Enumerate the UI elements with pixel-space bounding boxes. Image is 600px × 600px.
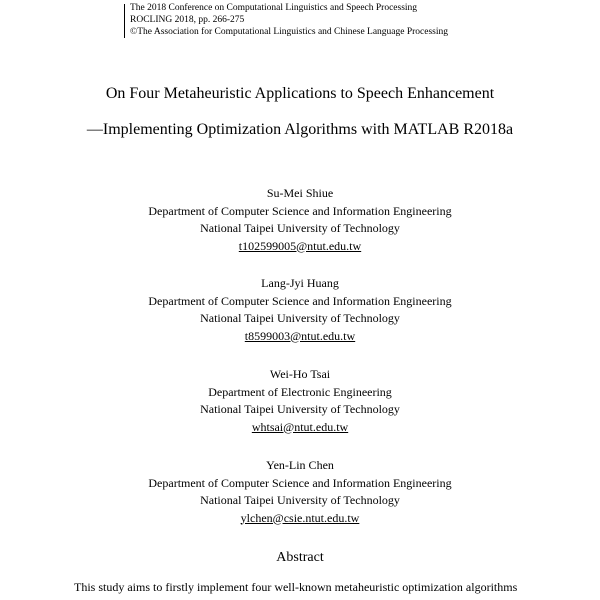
conference-name: The 2018 Conference on Computational Linguistics and Speech Processing [130, 3, 418, 13]
author-university: National Taipei University of Technology [200, 402, 400, 416]
author-university: National Taipei University of Technology [200, 311, 400, 325]
author-block [0, 457, 600, 527]
author-department: Department of Computer Science and Information Engineering [148, 203, 452, 218]
paper-title: On Four Metaheuristic Applications to Speech Enhancement [105, 85, 495, 102]
author-block [0, 185, 600, 255]
author-email-link[interactable]: t102599005@ntut.edu.tw [238, 238, 362, 253]
author-name: Wei-Ho Tsai [269, 367, 331, 381]
conference-header [130, 2, 448, 38]
author-department: Department of Computer Science and Information Engineering [148, 475, 452, 490]
conference-pages: ROCLING 2018, pp. 266-275 [130, 15, 245, 25]
author-email-link[interactable]: whtsai@ntut.edu.tw [251, 419, 349, 434]
header-rule [124, 4, 125, 38]
abstract-heading: Abstract [276, 550, 324, 565]
author-block [0, 366, 600, 436]
author-department: Department of Computer Science and Information Engineering [148, 293, 452, 308]
author-name: Yen-Lin Chen [266, 458, 334, 472]
copyright-notice: ©The Association for Computational Linguistics and Chinese Language Processing [130, 27, 449, 37]
author-university: National Taipei University of Technology [200, 493, 400, 507]
author-department: Department of Electronic Engineering [208, 384, 392, 399]
author-email-link[interactable]: t8599003@ntut.edu.tw [244, 328, 356, 343]
author-name: Su-Mei Shiue [266, 186, 334, 200]
author-email-link[interactable]: ylchen@csie.ntut.edu.tw [240, 510, 360, 525]
paper-subtitle: —Implementing Optimization Algorithms with MATLAB R2018a [86, 121, 514, 138]
author-name: Lang-Jyi Huang [261, 276, 339, 290]
author-block [0, 275, 600, 345]
abstract-first-line: This study aims to firstly implement four well-known metaheuristic optimization algorithms [74, 580, 518, 594]
author-university: National Taipei University of Technology [200, 221, 400, 235]
